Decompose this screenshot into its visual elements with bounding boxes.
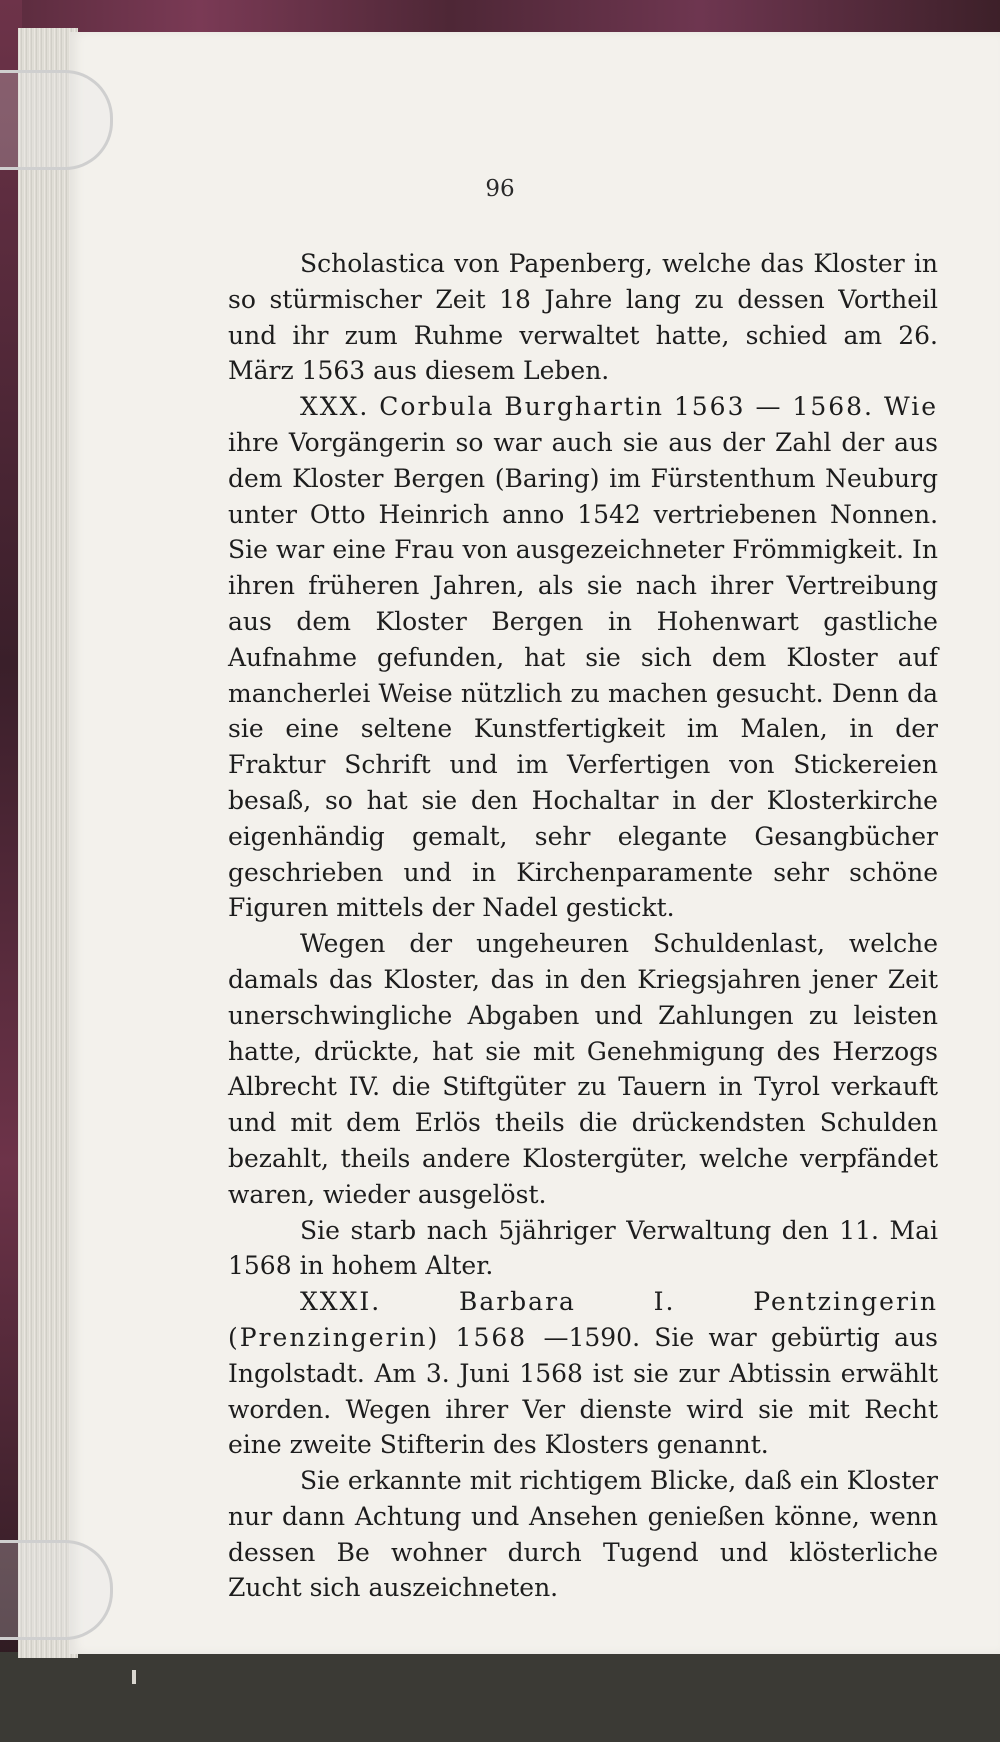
paragraph-schuldenlast: Wegen der ungeheuren Schuldenlast, welche damals das Kloster, das in den Kriegsjahren jener Zeit unerschwingliche Abgaben und Zahlungen zu leisten hatte, drückte, hat sie mit Genehmigung des Herzogs Albrecht IV. die Stiftgüter zu Tauern in Tyrol verkauft und mit dem Erlös theils die drückendsten Schulden bezahlt, theils andere Klostergüter, welche verpfändet waren, wieder ausgelöst. xyxy=(228,929,939,1209)
page-number: 96 xyxy=(485,176,515,202)
paragraph-tod: Sie starb nach 5jähriger Verwaltung den 11. Mai 1568 in hohem Alter. xyxy=(228,1215,938,1281)
paragraph-kloster-zucht: Sie erkannte mit richtigem Blicke, daß ein Kloster nur dann Achtung und Ansehen genießen könne, wenn dessen Be wohner durch Tugend und klösterliche Zucht sich auszeichneten. xyxy=(228,1466,939,1603)
paragraph-scholastica: Scholastica von Papenberg, welche das Kloster in so stürmischer Zeit 18 Jahre lang zu dessen Vortheil und ihr zum Ruhme verwaltet hatte, schied am 26. März 1563 aus diesem Leben. xyxy=(228,249,938,386)
page-fold-mark xyxy=(132,1670,136,1684)
binding-clip-bottom xyxy=(0,1540,113,1640)
page-stack-edge xyxy=(18,28,78,1658)
book-cover-bottom xyxy=(0,1652,1000,1742)
paragraph-corbula: XXX. Corbula Burghartin 1563 — 1568. Wie ihre Vorgängerin so war auch sie aus der Zahl der aus dem Kloster Bergen (Baring) im Fürstenthum Neuburg unter Otto Heinrich anno 1542 vertriebenen Nonnen. Sie war eine Frau von ausgezeichneter Frömmigkeit. In ihren früheren Jahren, als sie nach ihrer Vertreibung aus dem Kloster Bergen in Hohenwart gastliche Aufnahme gefunden, hat sie sich dem Kloster auf mancherlei Weise nützlich zu machen gesucht. Denn da sie eine seltene Kunstfertigkeit im Malen, in der Fraktur Schrift und im Verfertigen von Stickereien besaß, so hat sie den Hochaltar in der Klosterkirche eigenhändig gemalt, sehr elegante Gesangbücher geschrieben und in Kirchenparamente sehr schöne Figuren mittels der Nadel gestickt. xyxy=(228,392,939,923)
binding-clip-top xyxy=(0,70,113,170)
paragraph-barbara: XXXI. Barbara I. Pentzingerin (Prenzingerin) 1568 —1590. Sie war gebürtig aus Ingolstadt. Am 3. Juni 1568 ist sie zur Abtissin erwählt worden. Wegen ihrer Ver dienste wird sie mit Recht eine zweite Stifterin des Klosters genannt. xyxy=(228,1287,939,1460)
page-text xyxy=(228,246,938,1606)
